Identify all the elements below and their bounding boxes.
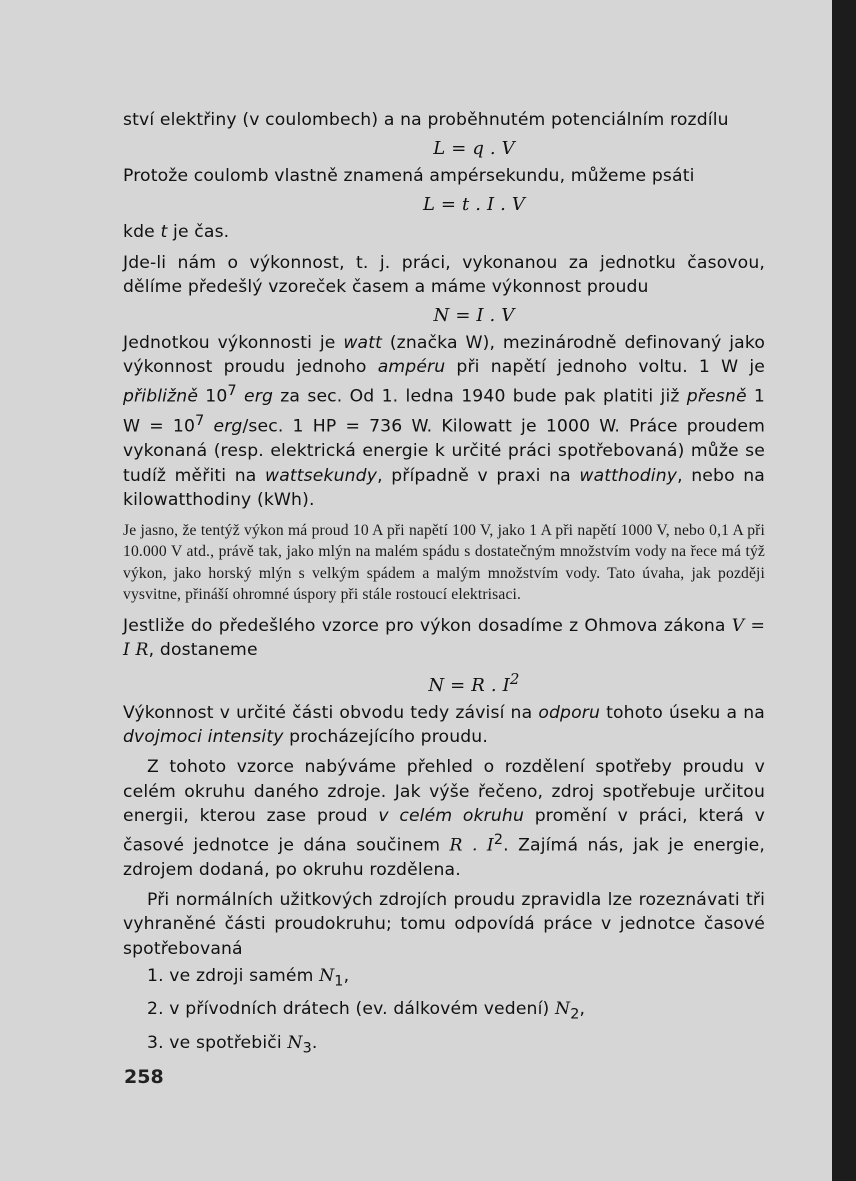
text: Výkonnost v určité části obvodu tedy závisí na <box>123 702 539 723</box>
symbol-t: t <box>160 222 168 243</box>
text: , dostaneme <box>148 639 258 660</box>
paragraph-3 <box>123 220 765 244</box>
paragraph-1: ství elektřiny (v coulombech) a na proběhnutém potenciálním rozdílu <box>123 110 729 130</box>
exponent: 2 <box>493 831 504 848</box>
paragraph-7 <box>123 701 765 749</box>
text: 10 <box>198 387 228 408</box>
subscript: 3 <box>302 1040 312 1057</box>
text: Jestliže do předešlého vzorce pro výkon dosadíme z Ohmova zákona <box>123 615 732 636</box>
term-erg: erg <box>236 387 274 408</box>
book-spine-edge <box>832 0 856 1181</box>
text: kde <box>123 222 161 243</box>
subscript: 1 <box>334 973 344 990</box>
term-watthodiny: watthodiny <box>579 465 678 486</box>
list-item <box>123 1031 765 1061</box>
symbol: N <box>319 965 335 986</box>
term-presne: přesně <box>686 387 747 408</box>
term-dvojmoci: dvojmoci intensity <box>123 727 284 748</box>
text: . <box>311 1032 318 1053</box>
term-erg: erg <box>204 417 243 438</box>
text: 1 W = 10 <box>123 387 765 438</box>
paragraph-4: Jde-li nám o výkonnost, t. j. práci, vykonanou za jednotku časovou, dělíme předešlý vzoreček časem a máme výkonnost proudu <box>123 252 765 297</box>
formula-power: N = I . V <box>433 305 515 327</box>
subscript: 2 <box>570 1006 580 1023</box>
paragraph-9: Při normálních užitkových zdrojích proudu zpravidla lze rozeznávati tři vyhraněné části proudokruhu; tomu odpovídá práce v jednotce časové spotřebovaná <box>123 890 765 959</box>
text: je čas. <box>167 222 230 243</box>
list-item <box>123 997 765 1027</box>
exponent: 7 <box>195 413 205 430</box>
paragraph-8 <box>123 755 765 882</box>
text: 2. v přívodních drátech (ev. dálkovém vedení) <box>147 999 555 1020</box>
symbol: N <box>555 999 571 1020</box>
paragraph-6 <box>123 614 765 662</box>
exponent: 7 <box>227 383 237 400</box>
term-wattsekundy: wattsekundy <box>264 465 378 486</box>
formula-power-resistance <box>123 666 765 699</box>
text: za sec. Od 1. ledna 1940 bude pak platiti již <box>273 387 687 408</box>
text: , případně v praxi na <box>377 465 580 486</box>
page-number: 258 <box>124 1066 164 1088</box>
text: tohoto úseku a na <box>600 702 765 723</box>
term-priblizne: přibližně <box>123 387 199 408</box>
formula-charge: L = q . V <box>433 138 515 160</box>
text: při napětí jednoho voltu. 1 W je <box>445 357 765 378</box>
text: 1. ve zdroji samém <box>147 965 320 986</box>
formula-time: L = t . I . V <box>422 194 526 216</box>
term-watt: watt <box>343 333 383 354</box>
text: Jednotkou výkonnosti je <box>123 333 344 354</box>
text: (značka W), mezinárodně definovaný jako výkonnost proudu jednoho <box>123 333 766 378</box>
term-okruhu: v celém okruhu <box>378 805 525 826</box>
formula-text: N = R . I <box>428 674 510 696</box>
paragraph-5 <box>123 331 765 512</box>
text: /sec. 1 HP = 736 W. Kilowatt je 1000 W. Práce proudem vykonaná (resp. elektrická energie k určité práci spotřebovaná) může se tudíž měřiti na <box>123 417 765 486</box>
exponent: 2 <box>509 669 520 688</box>
text: , <box>579 999 586 1020</box>
page-content <box>123 108 765 1061</box>
term-odporu: odporu <box>538 702 601 723</box>
text: 3. ve spotřebiči <box>147 1032 288 1053</box>
text: , <box>343 965 350 986</box>
text: , nebo na kilowatthodiny (kWh). <box>123 465 765 510</box>
text: . Zajímá nás, jak je energie, zdrojem dodaná, po okruhu rozdělena. <box>123 835 765 880</box>
text: Z tohoto vzorce nabýváme přehled o rozdělení spotřeby proudu v celém okruhu daného zdroje. Jak výše řečeno, zdroj spotřebuje určitou energii, kterou zase proud <box>123 757 765 826</box>
small-print-note: Je jasno, že tentýž výkon má proud 10 A při napětí 100 V, jako 1 A při napětí 1000 V, nebo 0,1 A při 10.000 V atd., právě tak, jako mlýn na malém spádu s dostatečným množstvím vody na řece má týž výkon, jako horský mlýn s velkým spádem a malým množstvím vody. Tato úvaha, jak později vysvitne, přináší ohromné úspory při stále rostoucí elektrisaci. <box>123 521 765 604</box>
text: promění v práci, která v časové jednotce je dána součinem <box>123 805 766 856</box>
paragraph-2: Protože coulomb vlastně znamená ampérsekundu, můžeme psáti <box>123 166 695 187</box>
formula-inline: R . I <box>449 835 494 856</box>
formula-ohm: V = I R <box>123 615 765 660</box>
term-amperu: ampéru <box>377 357 446 378</box>
symbol: N <box>287 1032 303 1053</box>
list-item <box>123 964 765 994</box>
text: procházejícího proudu. <box>283 727 488 748</box>
